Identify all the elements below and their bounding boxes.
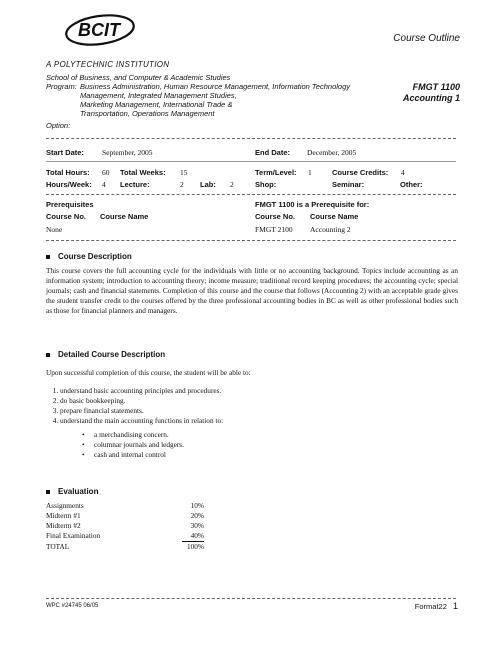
course-description-text: This course covers the full accounting cycle for the individuals with little or no accounting background. Topics include accounting as an information system; introduction to accounting theory; income measure; traditional record keeping procedures; the accounting cycle; special journals; cash and financial statements. Completion of this course and the course that follows (Accounting 2) with an acceptable grade gives the student transfer credit to the courses offered by the three professional accounting bodies in BC as well as other professional bodies such as those for financial planners and managers. bbox=[46, 266, 458, 315]
eval-weight: 30% bbox=[190, 521, 204, 530]
course-name-header: Course Name bbox=[100, 212, 149, 221]
prerequisites-heading: Prerequisites bbox=[46, 200, 94, 209]
shop-label: Shop: bbox=[255, 180, 277, 189]
detailed-intro: Upon successful completion of this course, the student will be able to: bbox=[46, 368, 251, 377]
divider bbox=[46, 138, 456, 139]
eval-item: TOTAL bbox=[46, 541, 70, 551]
page-number: 1 bbox=[452, 601, 458, 611]
detailed-description-heading bbox=[46, 350, 165, 359]
end-date-value: December, 2005 bbox=[307, 148, 357, 157]
other-label: Other: bbox=[400, 180, 423, 189]
bcit-logo bbox=[60, 12, 140, 48]
hours-week-value: 4 bbox=[102, 180, 106, 189]
eval-item: Final Examination bbox=[46, 531, 101, 541]
course-name-header: Course Name bbox=[310, 212, 359, 221]
table-row bbox=[46, 521, 204, 531]
course-no-header: Course No. bbox=[255, 212, 296, 221]
program-line: Management, Integrated Management Studies, bbox=[80, 91, 237, 100]
eval-weight: 40% bbox=[182, 531, 204, 542]
course-no-header: Course No. bbox=[46, 212, 87, 221]
square-bullet-icon bbox=[46, 255, 50, 259]
list-item: 3. prepare financial statements. bbox=[60, 406, 446, 416]
document-type: Course Outline bbox=[393, 33, 460, 44]
footer-form: Format22 bbox=[414, 602, 447, 611]
program-line: Business Administration, Human Resource Management, Information Technology bbox=[80, 82, 350, 91]
table-row bbox=[46, 542, 204, 553]
course-code: FMGT 1100 bbox=[412, 82, 460, 92]
divider bbox=[46, 161, 456, 162]
start-date-value: September, 2005 bbox=[102, 148, 153, 157]
sub-list-item: • columnar journals and ledgers. bbox=[94, 440, 446, 450]
sub-list-item: • cash and internal control bbox=[94, 450, 446, 460]
credits-label: Course Credits: bbox=[332, 168, 389, 177]
list-item: 1. understand basic accounting principles and procedures. bbox=[60, 386, 446, 396]
footer-page-info bbox=[415, 601, 458, 611]
program-line: Transportation, Operations Management bbox=[80, 109, 215, 118]
lab-label: Lab: bbox=[200, 180, 216, 189]
divider bbox=[46, 194, 456, 195]
eval-weight: 100% bbox=[186, 542, 204, 551]
start-date-row bbox=[46, 148, 84, 157]
total-weeks-value: 15 bbox=[180, 168, 188, 177]
option-label: Option: bbox=[46, 121, 71, 130]
evaluation-table bbox=[46, 501, 204, 552]
footer-divider bbox=[46, 598, 456, 599]
prereq-for-course-no: FMGT 2100 bbox=[255, 225, 293, 234]
eval-weight: 20% bbox=[190, 511, 204, 520]
prereq-for-heading: FMGT 1100 is a Prerequisite for: bbox=[255, 200, 370, 209]
objectives-list bbox=[46, 386, 446, 460]
lab-value: 2 bbox=[230, 180, 234, 189]
institution-tagline: A POLYTECHNIC INSTITUTION bbox=[46, 60, 170, 69]
eval-item: Midterm #1 bbox=[46, 511, 81, 520]
program-line: Marketing Management, International Trade & bbox=[80, 100, 233, 109]
eval-item: Midterm #2 bbox=[46, 521, 81, 530]
logo-text: BCIT bbox=[78, 20, 120, 40]
sub-list-item: • a merchandising concern. bbox=[94, 430, 446, 440]
program-list bbox=[80, 82, 380, 118]
list-item: 2. do basic bookkeeping. bbox=[60, 396, 446, 406]
list-item-text: understand the main accounting functions in relation to: bbox=[60, 416, 224, 425]
total-hours-value: 60 bbox=[102, 168, 110, 177]
course-code-block bbox=[403, 82, 460, 104]
table-row bbox=[46, 511, 204, 521]
term-value: 1 bbox=[308, 168, 312, 177]
section-title: Detailed Course Description bbox=[58, 350, 166, 359]
total-hours-label: Total Hours: bbox=[46, 168, 90, 177]
start-date-label: Start Date: bbox=[46, 148, 84, 157]
square-bullet-icon bbox=[46, 353, 50, 357]
list-item bbox=[60, 416, 446, 460]
course-description-heading bbox=[46, 252, 132, 261]
total-weeks-label: Total Weeks: bbox=[120, 168, 166, 177]
section-title: Evaluation bbox=[58, 487, 99, 496]
table-row bbox=[46, 531, 204, 542]
prerequisite-value: None bbox=[46, 225, 63, 234]
lecture-label: Lecture: bbox=[120, 180, 150, 189]
term-label: Term/Level: bbox=[255, 168, 297, 177]
table-row bbox=[46, 501, 204, 511]
square-bullet-icon bbox=[46, 490, 50, 494]
program-label: Program: bbox=[46, 82, 77, 91]
lecture-value: 2 bbox=[180, 180, 184, 189]
eval-item: Assignments bbox=[46, 501, 84, 510]
end-date-label: End Date: bbox=[255, 148, 291, 157]
hours-week-label: Hours/Week: bbox=[46, 180, 92, 189]
credits-value: 4 bbox=[401, 168, 405, 177]
evaluation-heading bbox=[46, 487, 98, 496]
school-name: School of Business, and Computer & Academic Studies bbox=[46, 73, 231, 82]
prereq-for-course-name: Accounting 2 bbox=[310, 225, 351, 234]
divider bbox=[46, 240, 456, 241]
course-name: Accounting 1 bbox=[402, 93, 460, 103]
section-title: Course Description bbox=[58, 252, 132, 261]
seminar-label: Seminar: bbox=[332, 180, 365, 189]
eval-weight: 10% bbox=[190, 501, 204, 510]
footer-reference: WPC #24745 06/05 bbox=[46, 603, 99, 609]
